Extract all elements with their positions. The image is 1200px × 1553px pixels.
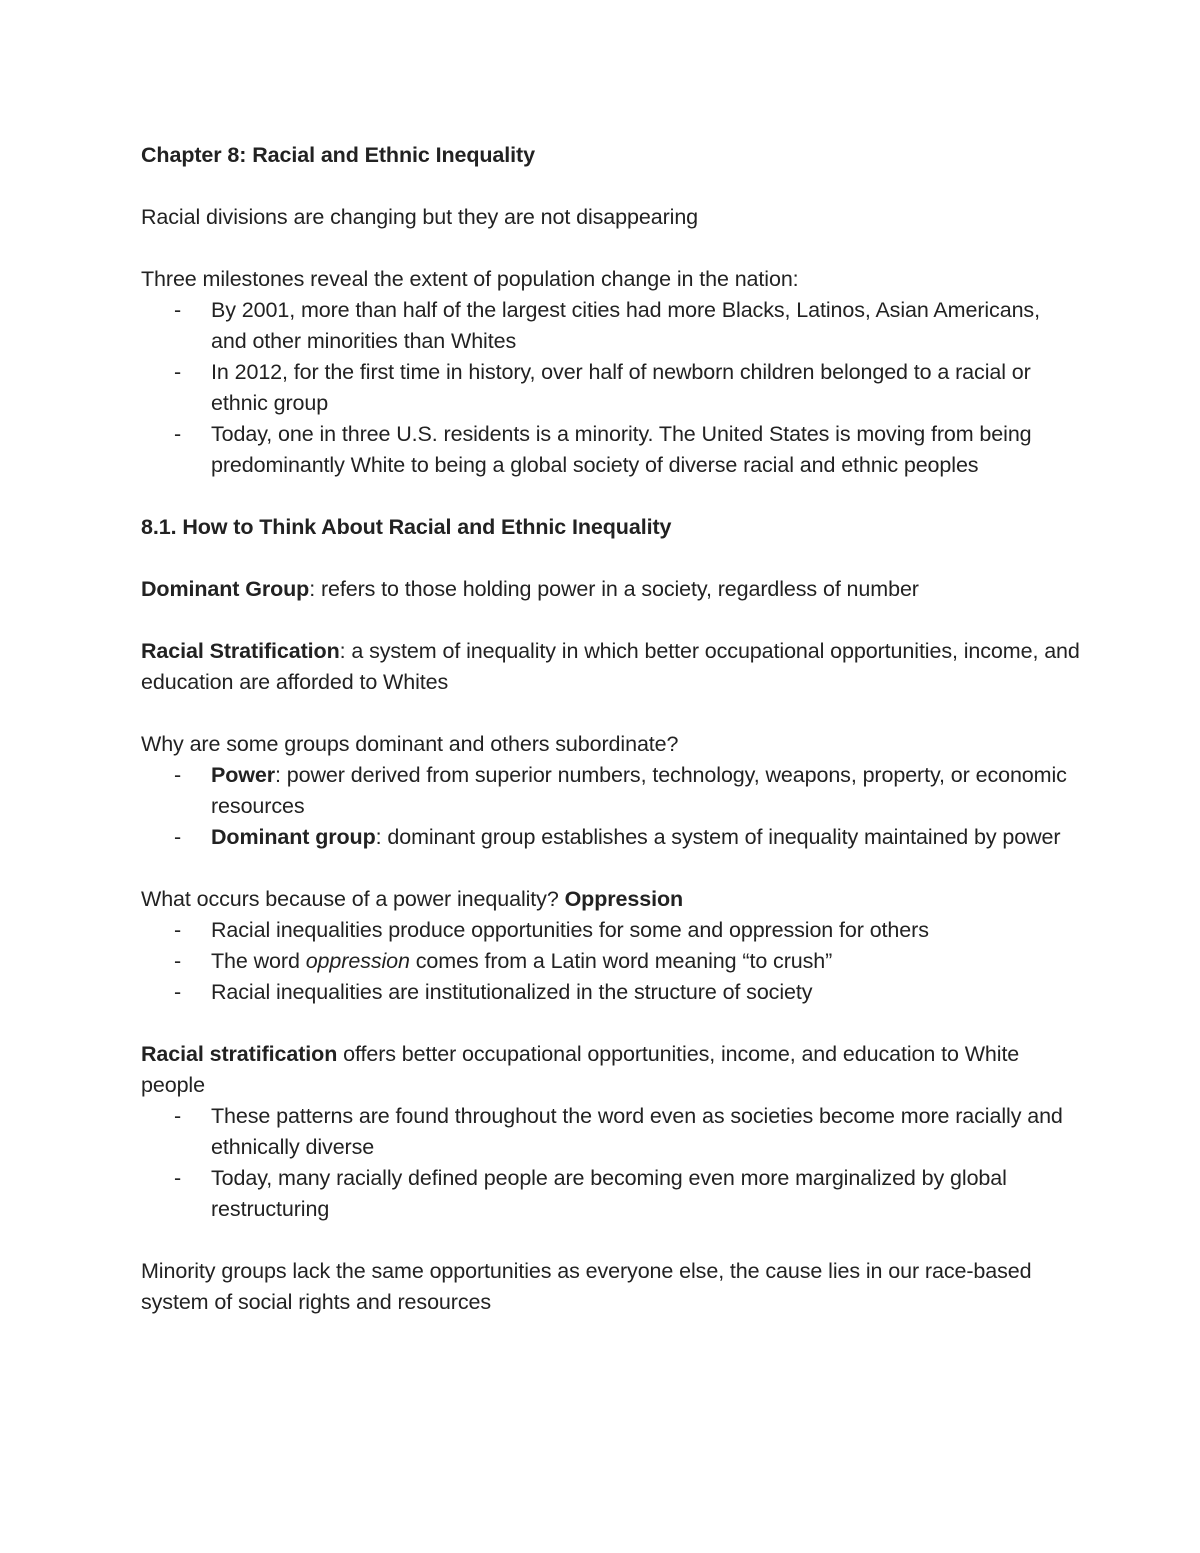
term: Power bbox=[211, 763, 276, 787]
spacer bbox=[141, 1008, 1081, 1039]
definition: : refers to those holding power in a society, regardless of number bbox=[309, 577, 919, 601]
document-page bbox=[141, 140, 1081, 1318]
spacer bbox=[141, 481, 1081, 512]
stratification-list bbox=[141, 1101, 1081, 1225]
list-item bbox=[141, 822, 1081, 853]
italic-word: oppression bbox=[305, 949, 410, 973]
list-item: - These patterns are found throughout the word even as societies become more racially and ethnically diverse bbox=[141, 1101, 1081, 1163]
list-item bbox=[141, 946, 1081, 977]
spacer bbox=[141, 698, 1081, 729]
answer: Oppression bbox=[564, 887, 684, 911]
why-dominant-list bbox=[141, 760, 1081, 853]
list-item: - By 2001, more than half of the largest cities had more Blacks, Latinos, Asian Americans, and other minorities than Whites bbox=[141, 295, 1081, 357]
oppression-list bbox=[141, 915, 1081, 1008]
intro-paragraph: Racial divisions are changing but they are not disappearing bbox=[141, 205, 699, 229]
paragraph-text: offers better occupational opportunities, income, and education to White people bbox=[141, 1042, 1020, 1097]
list-item: - In 2012, for the first time in history, over half of newborn children belonged to a racial or ethnic group bbox=[141, 357, 1081, 419]
minority-paragraph: Minority groups lack the same opportunities as everyone else, the cause lies in our race-based system of social rights and resources bbox=[141, 1259, 1032, 1314]
spacer bbox=[141, 543, 1081, 574]
item-text: : power derived from superior numbers, technology, weapons, property, or economic resources bbox=[211, 763, 1067, 818]
oppression-question bbox=[141, 884, 1081, 915]
item-text: : dominant group establishes a system of inequality maintained by power bbox=[375, 825, 1061, 849]
term: Dominant Group bbox=[141, 577, 310, 601]
term: Dominant group bbox=[211, 825, 376, 849]
term: Racial stratification bbox=[141, 1042, 338, 1066]
term: Racial Stratification bbox=[141, 639, 340, 663]
why-dominant-question: Why are some groups dominant and others subordinate? bbox=[141, 732, 679, 756]
racial-stratification-definition bbox=[141, 636, 1081, 698]
spacer bbox=[141, 233, 1081, 264]
definition: : a system of inequality in which better occupational opportunities, income, and education are afforded to Whites bbox=[141, 639, 1080, 694]
stratification-offers-paragraph bbox=[141, 1039, 1081, 1101]
list-item bbox=[141, 760, 1081, 822]
list-item: - Racial inequalities are institutionalized in the structure of society bbox=[141, 977, 1081, 1008]
spacer bbox=[141, 171, 1081, 202]
chapter-title: Chapter 8: Racial and Ethnic Inequality bbox=[141, 143, 535, 167]
question-text: What occurs because of a power inequality? bbox=[141, 887, 565, 911]
milestones-list bbox=[141, 295, 1081, 481]
list-item: - Today, many racially defined people are becoming even more marginalized by global restructuring bbox=[141, 1163, 1081, 1225]
spacer bbox=[141, 605, 1081, 636]
item-text: comes from a Latin word meaning “to crush” bbox=[409, 949, 833, 973]
item-text: The word bbox=[211, 949, 306, 973]
dominant-group-definition bbox=[141, 574, 1081, 605]
list-item: - Racial inequalities produce opportunities for some and oppression for others bbox=[141, 915, 1081, 946]
section-heading: 8.1. How to Think About Racial and Ethnic Inequality bbox=[141, 515, 672, 539]
spacer bbox=[141, 853, 1081, 884]
spacer bbox=[141, 1225, 1081, 1256]
milestones-lead: Three milestones reveal the extent of population change in the nation: bbox=[141, 267, 799, 291]
list-item: - Today, one in three U.S. residents is a minority. The United States is moving from being predominantly White to being a global society of diverse racial and ethnic peoples bbox=[141, 419, 1081, 481]
